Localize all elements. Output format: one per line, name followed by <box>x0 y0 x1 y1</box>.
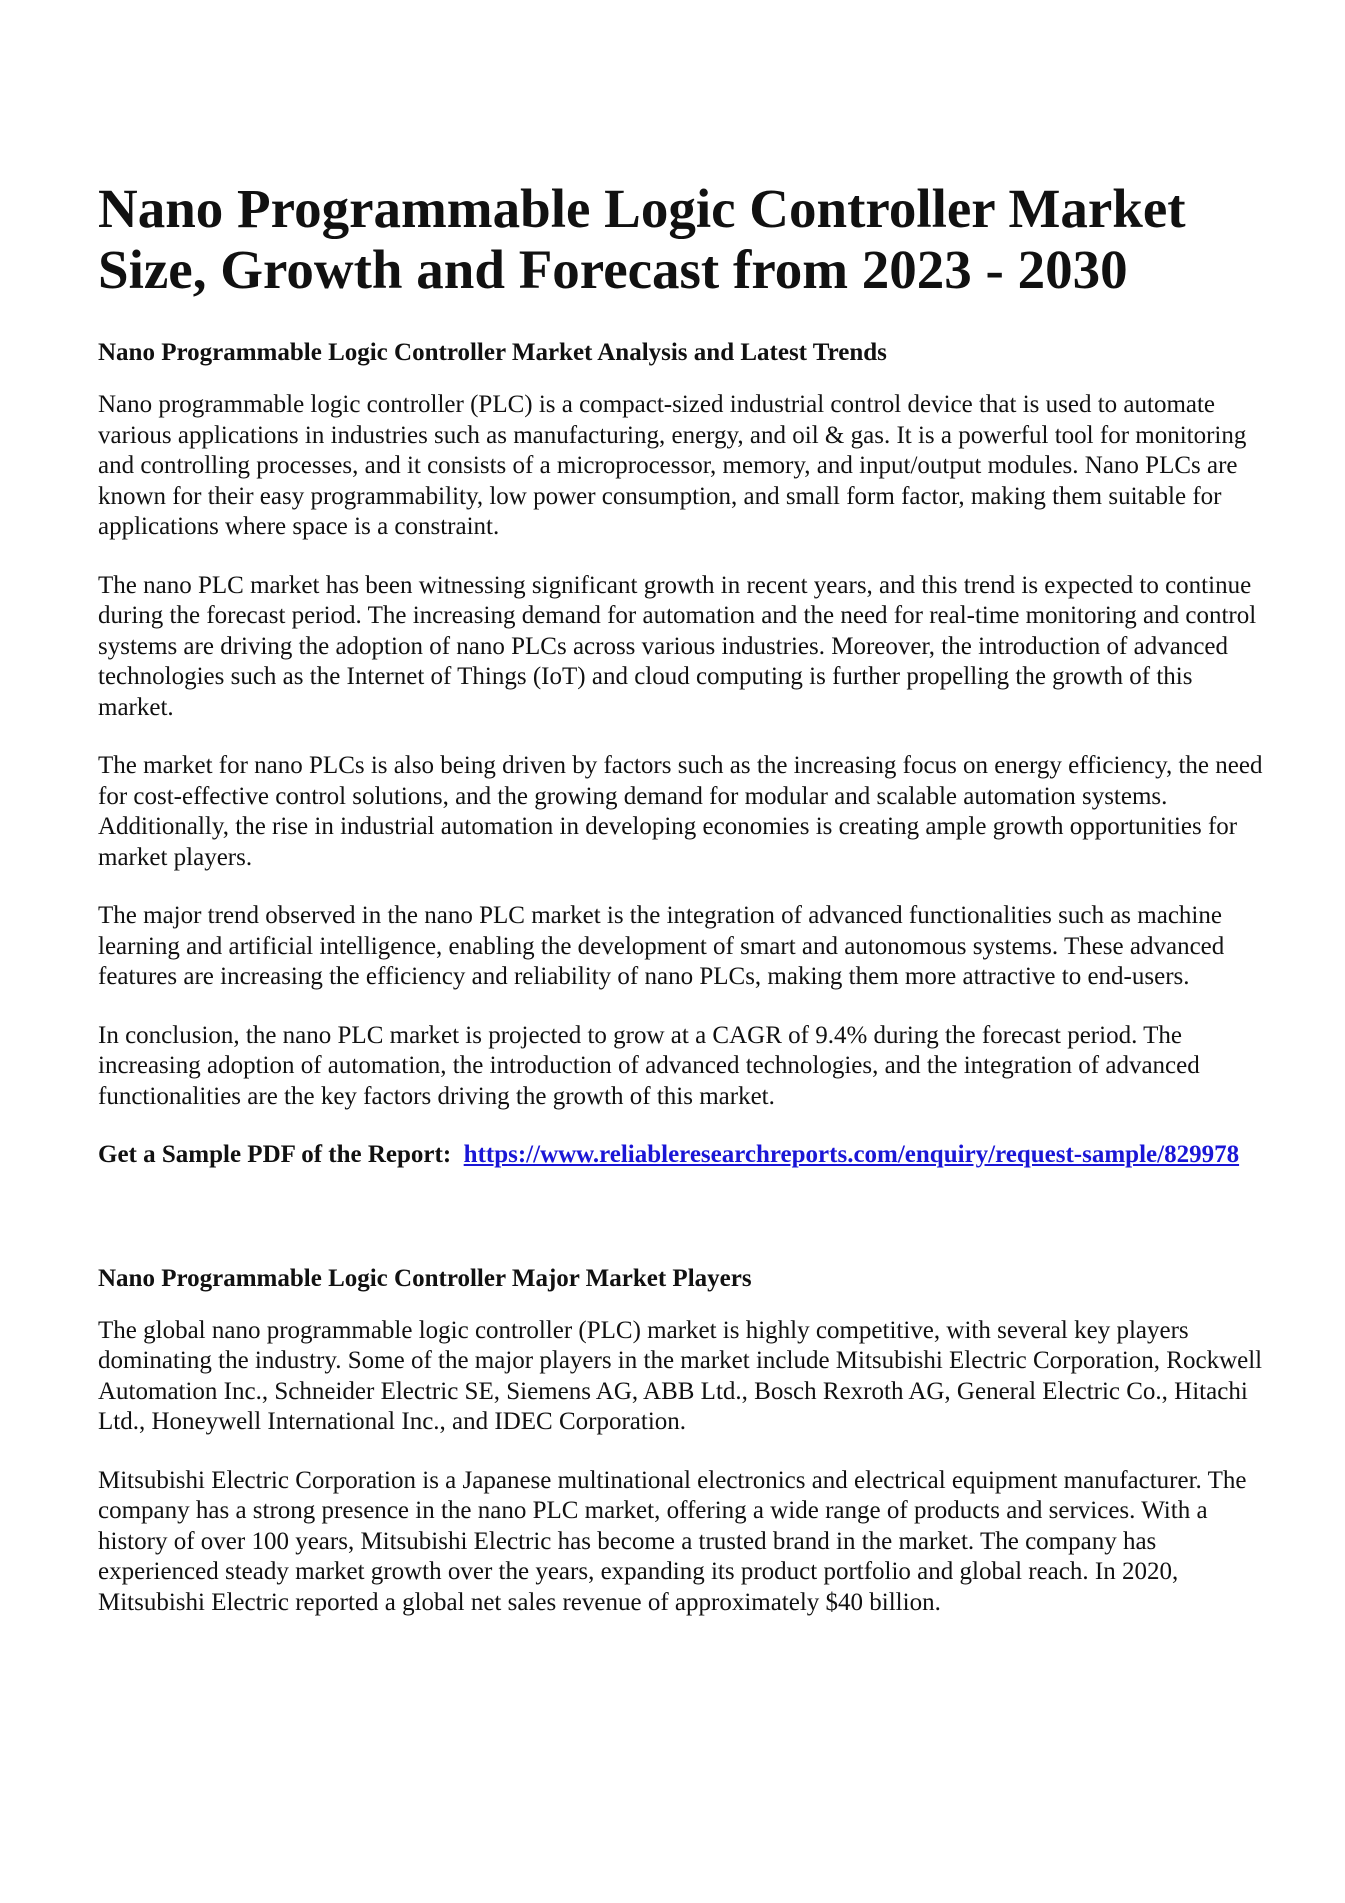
paragraph: The global nano programmable logic controller (PLC) market is highly competitive, with several key players dominating the industry. Some of the major players in the market include Mitsubishi Electric Corporation, Rockwell Automation Inc., Schneider Electric SE, Siemens AG, ABB Ltd., Bosch Rexroth AG, General Electric Co., Hitachi Ltd., Honeywell International Inc., and IDEC Corporation. <box>98 1316 1263 1435</box>
sample-pdf-link[interactable]: https://www.reliableresearchreports.com/enquiry/request-sample/829978 <box>463 1141 1240 1168</box>
paragraph: Nano programmable logic controller (PLC) is a compact-sized industrial control device that is used to automate various applications in industries such as manufacturing, energy, and oil & gas. It is a powerful tool for monitoring and controlling processes, and it consists of a microprocessor, memory, and input/output modules. Nano PLCs are known for their easy programmability, low power consumption, and small form factor, making them suitable for applications where space is a constraint. <box>98 391 1247 540</box>
sample-pdf-label: Get a Sample PDF of the Report: <box>98 1141 452 1168</box>
section-market-players <box>98 1264 1270 1619</box>
document-page <box>98 178 1270 1646</box>
paragraph: In conclusion, the nano PLC market is projected to grow at a CAGR of 9.4% during the forecast period. The increasing adoption of automation, the introduction of advanced technologies, and the integration of advanced functionalities are the key factors driving the growth of this market. <box>98 1021 1200 1110</box>
paragraph: The market for nano PLCs is also being driven by factors such as the increasing focus on energy efficiency, the need for cost-effective control solutions, and the growing demand for modular and scalable automation systems. Additionally, the rise in industrial automation in developing economies is creating ample growth opportunities for market players. <box>98 752 1263 871</box>
section-heading-players: Nano Programmable Logic Controller Major Market Players <box>98 1264 752 1292</box>
page-title: Nano Programmable Logic Controller Market Size, Growth and Forecast from 2023 - 2030 <box>98 178 1186 300</box>
paragraph: Mitsubishi Electric Corporation is a Japanese multinational electronics and electrical equipment manufacturer. The company has a strong presence in the nano PLC market, offering a wide range of products and services. With a history of over 100 years, Mitsubishi Electric has become a trusted brand in the market. The company has experienced steady market growth over the years, expanding its product portfolio and global reach. In 2020, Mitsubishi Electric reported a global net sales revenue of approximately $40 billion. <box>98 1466 1247 1616</box>
section-heading-analysis: Nano Programmable Logic Controller Market Analysis and Latest Trends <box>98 339 887 366</box>
paragraph: The nano PLC market has been witnessing significant growth in recent years, and this trend is expected to continue during the forecast period. The increasing demand for automation and the need for real-time monitoring and control systems are driving the adoption of nano PLCs across various industries. Moreover, the introduction of advanced technologies such as the Internet of Things (IoT) and cloud computing is further propelling the growth of this market. <box>98 571 1257 721</box>
paragraph: The major trend observed in the nano PLC market is the integration of advanced functionalities such as machine learning and artificial intelligence, enabling the development of smart and autonomous systems. These advanced features are increasing the efficiency and reliability of nano PLCs, making them more attractive to end-users. <box>98 902 1225 990</box>
sample-pdf-line <box>98 1140 1270 1171</box>
